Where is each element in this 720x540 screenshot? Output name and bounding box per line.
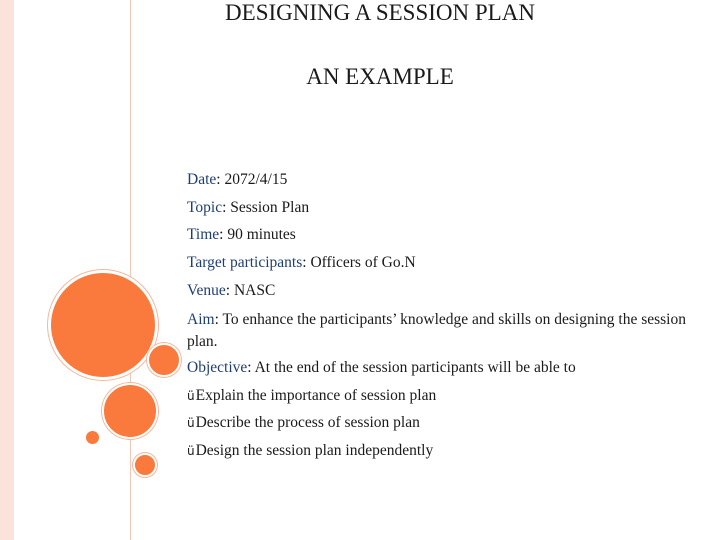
field-label: Target participants bbox=[187, 254, 303, 271]
objective-item bbox=[187, 442, 433, 460]
field-objective: Objective: At the end of the session participants will be able to bbox=[187, 359, 576, 376]
field-value: At the end of the session participants will be able to bbox=[254, 359, 576, 376]
check-bullet-icon: ü bbox=[187, 389, 195, 403]
check-bullet-icon: ü bbox=[187, 416, 195, 430]
objective-text: Describe the process of session plan bbox=[195, 414, 420, 431]
decor-circle-small-2 bbox=[133, 453, 157, 477]
slide-title: DESIGNING A SESSION PLAN bbox=[225, 0, 535, 25]
field-value: Session Plan bbox=[230, 199, 310, 216]
field-value: To enhance the participants’ knowledge and skills on designing the session plan. bbox=[187, 311, 686, 350]
objective-text: Explain the importance of session plan bbox=[195, 387, 437, 404]
field-label: Topic bbox=[187, 199, 223, 216]
field-label: Date bbox=[187, 171, 217, 188]
check-bullet-icon: ü bbox=[187, 444, 195, 458]
decor-circle-small bbox=[85, 430, 100, 445]
objective-text: Design the session plan independently bbox=[195, 442, 434, 459]
field-label: Aim bbox=[187, 311, 215, 328]
objective-item bbox=[187, 387, 436, 405]
decor-circle-medium bbox=[147, 343, 181, 377]
field-aim: Aim: To enhance the participants’ knowledge and skills on designing the session plan. bbox=[187, 311, 686, 350]
field-label: Objective bbox=[187, 359, 248, 376]
decor-circle-medium-2 bbox=[102, 383, 158, 439]
field-time: Time: 90 minutes bbox=[187, 226, 296, 243]
field-label: Time bbox=[187, 226, 220, 243]
field-value: 90 minutes bbox=[227, 226, 296, 243]
field-date: Date: 2072/4/15 bbox=[187, 171, 288, 188]
decor-circle-large bbox=[48, 270, 158, 380]
field-value: NASC bbox=[233, 282, 276, 299]
field-value: Officers of Go.N bbox=[310, 254, 416, 271]
field-label: Venue bbox=[187, 282, 226, 299]
field-target-participants: Target participants: Officers of Go.N bbox=[187, 254, 416, 271]
objective-item bbox=[187, 414, 420, 432]
field-value: 2072/4/15 bbox=[224, 171, 288, 188]
field-topic: Topic: Session Plan bbox=[187, 199, 310, 216]
field-venue: Venue: NASC bbox=[187, 282, 276, 299]
slide-subtitle: AN EXAMPLE bbox=[306, 64, 454, 89]
